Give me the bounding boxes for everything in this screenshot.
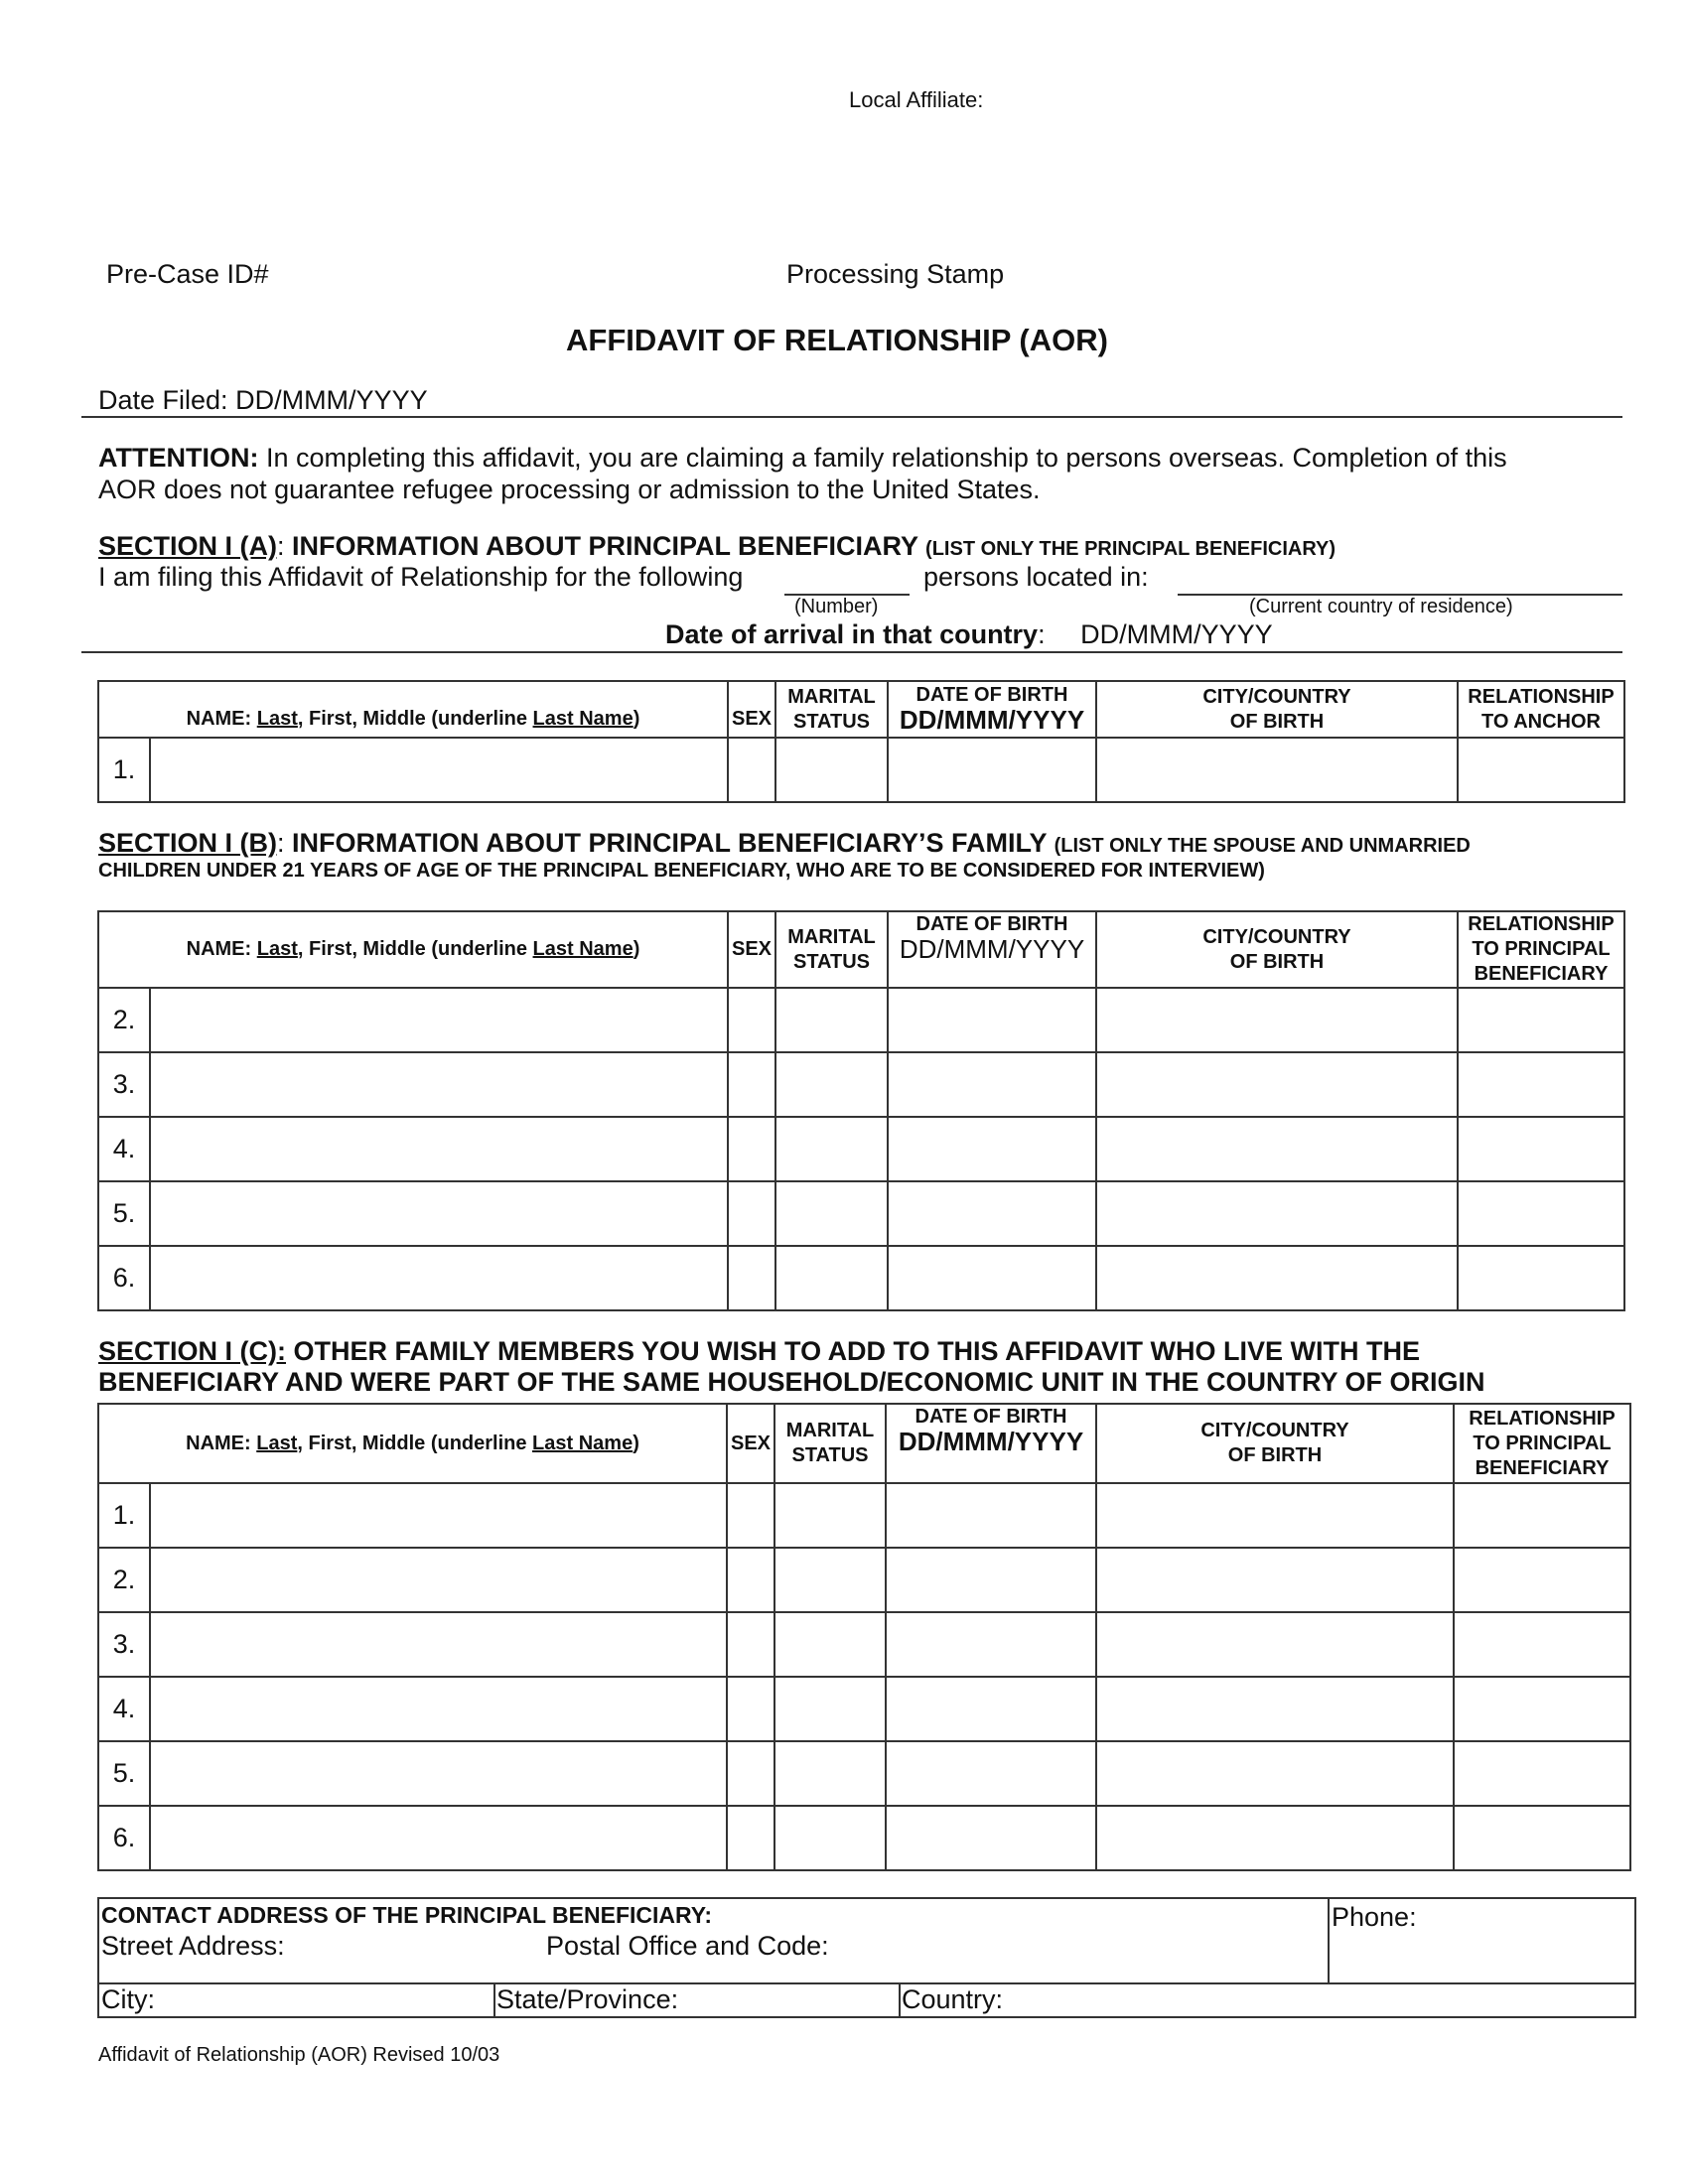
column-header-text: RELATIONSHIP (1469, 1407, 1616, 1430)
arrival-colon: : (1038, 619, 1046, 649)
section-c-heading-2: BENEFICIARY AND WERE PART OF THE SAME HOUSEHOLD/ECONOMIC UNIT IN THE COUNTRY OF ORIGIN (98, 1367, 1485, 1397)
marital-status-cell[interactable] (774, 1548, 886, 1612)
name-cell[interactable] (150, 1677, 727, 1741)
date-filed-value: DD/MMM/YYYY (235, 385, 428, 415)
sex-cell[interactable] (728, 1246, 775, 1310)
sex-cell[interactable] (728, 1052, 775, 1117)
dob-cell[interactable] (886, 1806, 1096, 1870)
column-header-text: STATUS (792, 950, 871, 973)
column-header-text: DD/MMM/YYYY (899, 705, 1085, 735)
col-header-dob (888, 681, 1096, 738)
relationship-cell[interactable] (1458, 988, 1624, 1052)
persons-located-text: persons located in: (923, 562, 1149, 592)
column-header-text: STATUS (792, 710, 871, 733)
relationship-cell[interactable] (1454, 1483, 1630, 1548)
column-header-text: DATE OF BIRTH (915, 913, 1068, 935)
section-a-colon: : (277, 531, 285, 561)
name-cell[interactable] (150, 1052, 728, 1117)
marital-status-cell[interactable] (774, 1483, 886, 1548)
col-header-relationship (1454, 1404, 1630, 1483)
col-header-marital (774, 1404, 886, 1483)
family-members-table (97, 910, 1625, 1311)
page-title: AFFIDAVIT OF RELATIONSHIP (AOR) (566, 323, 1108, 357)
row-number: 3. (98, 1052, 150, 1117)
marital-status-cell[interactable] (775, 738, 888, 802)
marital-status-cell[interactable] (775, 1181, 888, 1246)
dob-cell[interactable] (888, 988, 1096, 1052)
column-header-text: OF BIRTH (1229, 710, 1325, 733)
table-row (98, 1246, 1624, 1310)
name-cell[interactable] (150, 738, 728, 802)
column-header-text: ) (633, 708, 640, 730)
col-header-city (1096, 1404, 1454, 1483)
section-b-note-2: CHILDREN UNDER 21 YEARS OF AGE OF THE PRINCIPAL BENEFICIARY, WHO ARE TO BE CONSIDERED FOR INTERVIEW) (98, 860, 1265, 882)
city-country-cell[interactable] (1096, 1741, 1454, 1806)
city-country-cell[interactable] (1096, 1612, 1454, 1677)
contact-address-box (97, 1897, 1636, 2018)
column-header-text: Last Name (532, 938, 633, 960)
table-row (98, 1483, 1630, 1548)
relationship-cell[interactable] (1454, 1741, 1630, 1806)
name-cell[interactable] (150, 1246, 728, 1310)
col-header-name (98, 681, 728, 738)
number-of-persons-input[interactable] (784, 564, 910, 596)
country-of-residence-input[interactable] (1178, 564, 1622, 596)
column-header-text: OF BIRTH (1229, 950, 1325, 973)
sex-cell[interactable] (727, 1483, 774, 1548)
col-header-relationship (1458, 681, 1624, 738)
name-cell[interactable] (150, 1806, 727, 1870)
sex-cell[interactable] (727, 1741, 774, 1806)
column-header-text: Last Name (532, 1432, 633, 1454)
relationship-cell[interactable] (1458, 1052, 1624, 1117)
city-country-cell[interactable] (1096, 1483, 1454, 1548)
column-header-text: SEX (731, 708, 773, 730)
section-a-heading (98, 531, 1336, 562)
table-row (98, 1806, 1630, 1870)
relationship-cell[interactable] (1454, 1806, 1630, 1870)
column-header-text: Last Name (532, 708, 633, 730)
column-header-text: DATE OF BIRTH (915, 684, 1068, 706)
column-header-text: MARITAL (787, 685, 876, 708)
marital-status-cell[interactable] (775, 1052, 888, 1117)
column-header-text: SEX (730, 1432, 772, 1454)
attention-label: ATTENTION: (98, 443, 259, 473)
col-header-sex (728, 911, 775, 988)
row-number: 1. (98, 1483, 150, 1548)
relationship-cell[interactable] (1458, 1117, 1624, 1181)
column-header-text: RELATIONSHIP (1468, 913, 1615, 935)
row-number: 6. (98, 1806, 150, 1870)
column-header-text: , First, Middle (underline (297, 1432, 533, 1454)
col-header-marital (775, 681, 888, 738)
sex-cell[interactable] (727, 1806, 774, 1870)
column-header-text: DD/MMM/YYYY (899, 934, 1085, 964)
col-header-sex (728, 681, 775, 738)
col-header-city (1096, 681, 1458, 738)
marital-status-cell[interactable] (775, 1117, 888, 1181)
sex-cell[interactable] (728, 988, 775, 1052)
dob-cell[interactable] (886, 1612, 1096, 1677)
table-row (98, 1117, 1624, 1181)
dob-cell[interactable] (886, 1548, 1096, 1612)
col-header-name (98, 1404, 727, 1483)
filing-text: I am filing this Affidavit of Relationship for the following (98, 562, 744, 592)
city-country-cell[interactable] (1096, 1117, 1458, 1181)
city-country-cell[interactable] (1096, 1548, 1454, 1612)
column-header-text: Last (256, 708, 298, 730)
row-number: 2. (98, 1548, 150, 1612)
table-row (98, 1677, 1630, 1741)
column-header-text: OF BIRTH (1227, 1444, 1323, 1466)
table-row (98, 1052, 1624, 1117)
date-filed-field[interactable] (98, 385, 428, 416)
column-header-text: ) (633, 938, 640, 960)
relationship-cell[interactable] (1458, 1246, 1624, 1310)
column-header-text: , First, Middle (underline (297, 938, 533, 960)
marital-status-cell[interactable] (774, 1612, 886, 1677)
name-cell[interactable] (150, 1741, 727, 1806)
relationship-cell[interactable] (1454, 1548, 1630, 1612)
section-a-note: (LIST ONLY THE PRINCIPAL BENEFICIARY) (925, 538, 1336, 560)
col-header-name (98, 911, 728, 988)
table-row (98, 1741, 1630, 1806)
row-number: 4. (98, 1117, 150, 1181)
section-b-title: INFORMATION ABOUT PRINCIPAL BENEFICIARY’S FAMILY (284, 828, 1048, 858)
dob-cell[interactable] (888, 1052, 1096, 1117)
column-header-text: BENEFICIARY (1474, 963, 1609, 985)
name-cell[interactable] (150, 1548, 727, 1612)
attention-line-1 (98, 443, 1507, 474)
phone-field[interactable]: Phone: (1332, 1902, 1417, 1932)
name-cell[interactable] (150, 1483, 727, 1548)
section-b-note-1: (LIST ONLY THE SPOUSE AND UNMARRIED (1054, 835, 1471, 857)
marital-status-cell[interactable] (774, 1806, 886, 1870)
city-country-cell[interactable] (1096, 1677, 1454, 1741)
sex-cell[interactable] (727, 1677, 774, 1741)
column-header-text: DD/MMM/YYYY (898, 1427, 1084, 1456)
country-caption: (Current country of residence) (1249, 596, 1513, 617)
city-country-cell[interactable] (1096, 988, 1458, 1052)
marital-status-cell[interactable] (774, 1677, 886, 1741)
dob-cell[interactable] (888, 1246, 1096, 1310)
row-number: 5. (98, 1741, 150, 1806)
contact-title: CONTACT ADDRESS OF THE PRINCIPAL BENEFICIARY: (101, 1902, 713, 1928)
relationship-cell[interactable] (1454, 1612, 1630, 1677)
section-a-title: INFORMATION ABOUT PRINCIPAL BENEFICIARY (284, 531, 918, 561)
sex-cell[interactable] (728, 738, 775, 802)
section-a-rule (81, 651, 1622, 653)
other-family-members-table (97, 1403, 1631, 1871)
table-header-row (98, 681, 1624, 738)
dob-cell[interactable] (886, 1741, 1096, 1806)
section-c-heading-1 (98, 1336, 1420, 1367)
dob-cell[interactable] (886, 1483, 1096, 1548)
city-country-cell[interactable] (1096, 1181, 1458, 1246)
dob-cell[interactable] (888, 1117, 1096, 1181)
sex-cell[interactable] (727, 1612, 774, 1677)
country-field[interactable]: Country: (902, 1984, 1004, 2014)
col-header-dob (888, 911, 1096, 988)
col-header-sex (727, 1404, 774, 1483)
city-field[interactable]: City: (101, 1984, 155, 2014)
marital-status-cell[interactable] (775, 988, 888, 1052)
dob-cell[interactable] (888, 738, 1096, 802)
street-address-field[interactable]: Street Address: (101, 1931, 285, 1961)
name-cell[interactable] (150, 1181, 728, 1246)
sex-cell[interactable] (728, 1181, 775, 1246)
marital-status-cell[interactable] (775, 1246, 888, 1310)
table-header-row (98, 1404, 1630, 1483)
sex-cell[interactable] (727, 1548, 774, 1612)
column-header-text: DATE OF BIRTH (914, 1406, 1067, 1428)
row-number: 4. (98, 1677, 150, 1741)
column-header-text: , First, Middle (underline (297, 708, 533, 730)
column-header-text: NAME: (186, 1432, 257, 1454)
arrival-value: DD/MMM/YYYY (1080, 619, 1273, 649)
state-province-field[interactable]: State/Province: (496, 1984, 679, 2014)
sex-cell[interactable] (728, 1117, 775, 1181)
row-number: 6. (98, 1246, 150, 1310)
col-header-marital (775, 911, 888, 988)
attention-text-2: AOR does not guarantee refugee processing or admission to the United States. (98, 475, 1041, 504)
column-header-text: TO PRINCIPAL (1473, 1432, 1612, 1454)
name-cell[interactable] (150, 1612, 727, 1677)
col-header-relationship (1458, 911, 1624, 988)
name-cell[interactable] (150, 1117, 728, 1181)
principal-beneficiary-table (97, 680, 1625, 803)
row-number: 2. (98, 988, 150, 1052)
arrival-date-field[interactable] (665, 619, 1273, 650)
number-caption: (Number) (794, 596, 879, 617)
city-country-cell[interactable] (1096, 1246, 1458, 1310)
relationship-cell[interactable] (1458, 738, 1624, 802)
table-row (98, 738, 1624, 802)
date-filed-rule (81, 416, 1622, 418)
column-header-text: Last (256, 1432, 298, 1454)
relationship-cell[interactable] (1454, 1677, 1630, 1741)
city-country-cell[interactable] (1096, 1806, 1454, 1870)
column-header-text: STATUS (791, 1444, 869, 1466)
column-header-text: SEX (731, 938, 773, 960)
column-header-text: RELATIONSHIP (1468, 685, 1615, 708)
row-number: 5. (98, 1181, 150, 1246)
column-header-text: TO PRINCIPAL (1472, 938, 1611, 960)
section-b-code: SECTION I (B) (98, 828, 277, 858)
marital-status-cell[interactable] (774, 1741, 886, 1806)
table-row (98, 1548, 1630, 1612)
pre-case-id-label: Pre-Case ID# (106, 259, 269, 289)
column-header-text: TO ANCHOR (1481, 710, 1601, 733)
city-country-cell[interactable] (1096, 738, 1458, 802)
column-header-text: NAME: (186, 938, 257, 960)
section-a-code: SECTION I (A) (98, 531, 277, 561)
arrival-label: Date of arrival in that country (665, 619, 1039, 649)
column-header-text: ) (633, 1432, 639, 1454)
column-header-text: MARITAL (787, 925, 876, 948)
table-header-row (98, 911, 1624, 988)
name-cell[interactable] (150, 988, 728, 1052)
processing-stamp-label: Processing Stamp (786, 259, 1005, 289)
column-header-text: MARITAL (785, 1420, 875, 1441)
column-header-text: CITY/COUNTRY (1200, 1420, 1349, 1441)
dob-cell[interactable] (888, 1181, 1096, 1246)
relationship-cell[interactable] (1458, 1181, 1624, 1246)
table-row (98, 1181, 1624, 1246)
local-affiliate-label: Local Affiliate: (849, 87, 984, 112)
attention-text-1: In completing this affidavit, you are claiming a family relationship to persons overseas. Completion of this (266, 443, 1507, 473)
date-filed-label: Date Filed: (98, 385, 228, 415)
table-row (98, 988, 1624, 1052)
table-row (98, 1612, 1630, 1677)
column-header-text: BENEFICIARY (1475, 1456, 1610, 1479)
col-header-dob (886, 1404, 1096, 1483)
row-number: 3. (98, 1612, 150, 1677)
postal-code-field[interactable]: Postal Office and Code: (546, 1931, 829, 1961)
column-header-text: CITY/COUNTRY (1202, 685, 1351, 708)
column-header-text: NAME: (186, 708, 257, 730)
col-header-city (1096, 911, 1458, 988)
row-number: 1. (98, 738, 150, 802)
section-b-heading (98, 828, 1471, 859)
section-c-title-1: OTHER FAMILY MEMBERS YOU WISH TO ADD TO THIS AFFIDAVIT WHO LIVE WITH THE (286, 1336, 1421, 1366)
section-b-colon: : (277, 828, 285, 858)
column-header-text: Last (256, 938, 298, 960)
footer-revision: Affidavit of Relationship (AOR) Revised 10/03 (98, 2044, 500, 2066)
section-c-code: SECTION I (C): (98, 1336, 286, 1366)
city-country-cell[interactable] (1096, 1052, 1458, 1117)
column-header-text: CITY/COUNTRY (1202, 925, 1351, 948)
dob-cell[interactable] (886, 1677, 1096, 1741)
